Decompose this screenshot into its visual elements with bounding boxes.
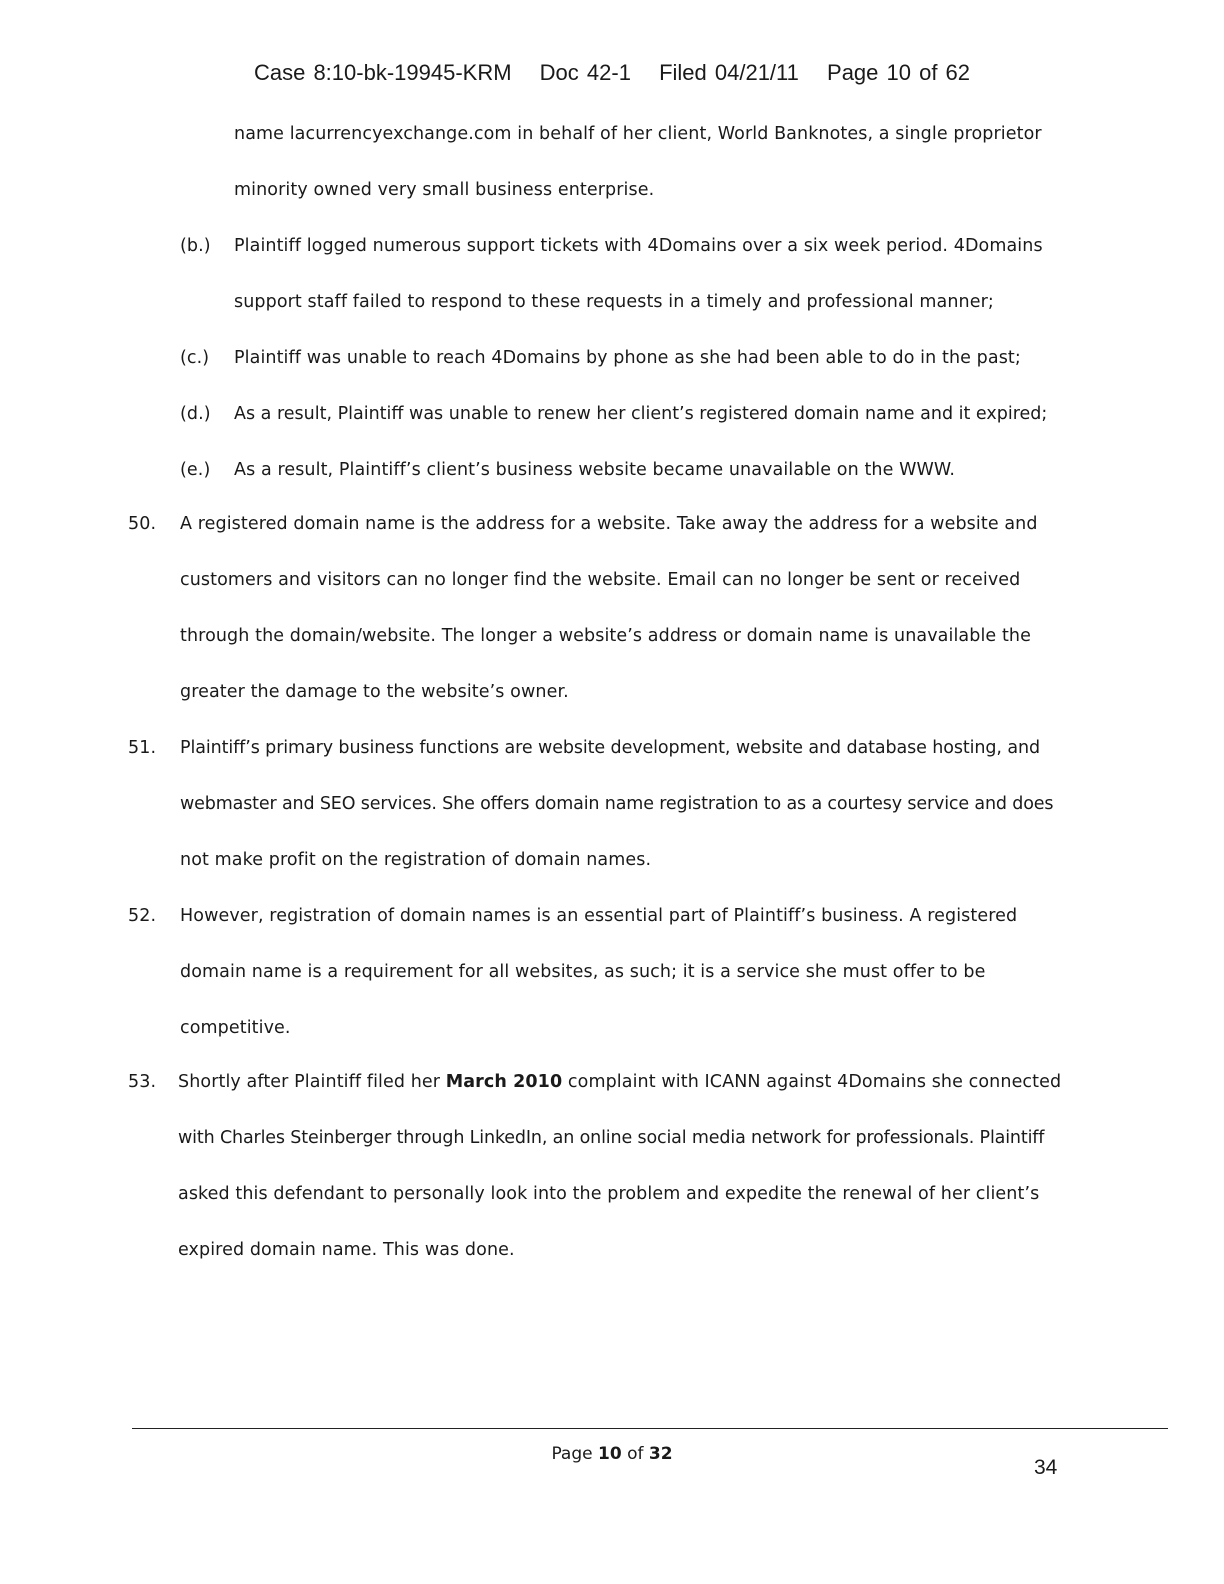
filed-date: Filed 04/21/11 [659,60,799,85]
text-run: complaint with ICANN against 4Domains she connected [562,1072,1062,1092]
paragraph-line: customers and visitors can no longer find the website. Email can no longer be sent or received [180,570,1021,590]
stamped-page-number: 34 [1034,1456,1058,1479]
paragraph-line: through the domain/website. The longer a website’s address or domain name is unavailable the [180,626,1031,646]
subitem-label: (c.) [180,348,210,368]
paragraph-number: 50. [128,514,157,534]
paragraph-line: not make profit on the registration of domain names. [180,850,652,870]
doc-number: Doc 42-1 [539,60,631,85]
footer-of: of [627,1444,644,1464]
subitem-line: As a result, Plaintiff was unable to renew her client’s registered domain name and it expired; [234,404,1048,424]
paragraph-line: Plaintiff’s primary business functions are website development, website and database hosting, and [180,738,1040,758]
subitem-line: support staff failed to respond to these requests in a timely and professional manner; [234,292,994,312]
subitem-label: (d.) [180,404,211,424]
paragraph-line: However, registration of domain names is an essential part of Plaintiff’s business. A registered [180,906,1018,926]
paragraph-line [178,1072,1061,1092]
subitem-label: (b.) [180,236,211,256]
footer-prefix: Page [551,1444,593,1464]
paragraph-line: with Charles Steinberger through LinkedIn, an online social media network for professionals. Plaintiff [178,1128,1045,1148]
footer-current-page: 10 [598,1444,622,1464]
paragraph-line: competitive. [180,1018,291,1038]
footer-rule [132,1428,1168,1429]
paragraph-line: A registered domain name is the address for a website. Take away the address for a website and [180,514,1038,534]
subitem-line: Plaintiff was unable to reach 4Domains by phone as she had been able to do in the past; [234,348,1021,368]
subitem-label: (e.) [180,460,211,480]
continuation-line: name lacurrencyexchange.com in behalf of her client, World Banknotes, a single proprietor [234,124,1042,144]
emphasized-date: March 2010 [445,1072,563,1092]
filing-page: Page 10 of 62 [827,60,971,85]
paragraph-number: 51. [128,738,157,758]
subitem-line: Plaintiff logged numerous support tickets with 4Domains over a six week period. 4Domains [234,236,1043,256]
subitem-line: As a result, Plaintiff’s client’s business website became unavailable on the WWW. [234,460,955,480]
text-run: Shortly after Plaintiff filed her [178,1072,446,1092]
paragraph-line: expired domain name. This was done. [178,1240,515,1260]
paragraph-line: greater the damage to the website’s owner. [180,682,569,702]
paragraph-line: asked this defendant to personally look into the problem and expedite the renewal of her client’s [178,1184,1040,1204]
paragraph-number: 52. [128,906,157,926]
case-header [0,60,1224,86]
case-number: Case 8:10-bk-19945-KRM [253,60,512,85]
paragraph-line: webmaster and SEO services. She offers domain name registration to as a courtesy service and does [180,794,1054,814]
paragraph-number: 53. [128,1072,157,1092]
continuation-line: minority owned very small business enterprise. [234,180,655,200]
paragraph-line: domain name is a requirement for all websites, as such; it is a service she must offer to be [180,962,986,982]
footer-total-pages: 32 [648,1444,673,1464]
